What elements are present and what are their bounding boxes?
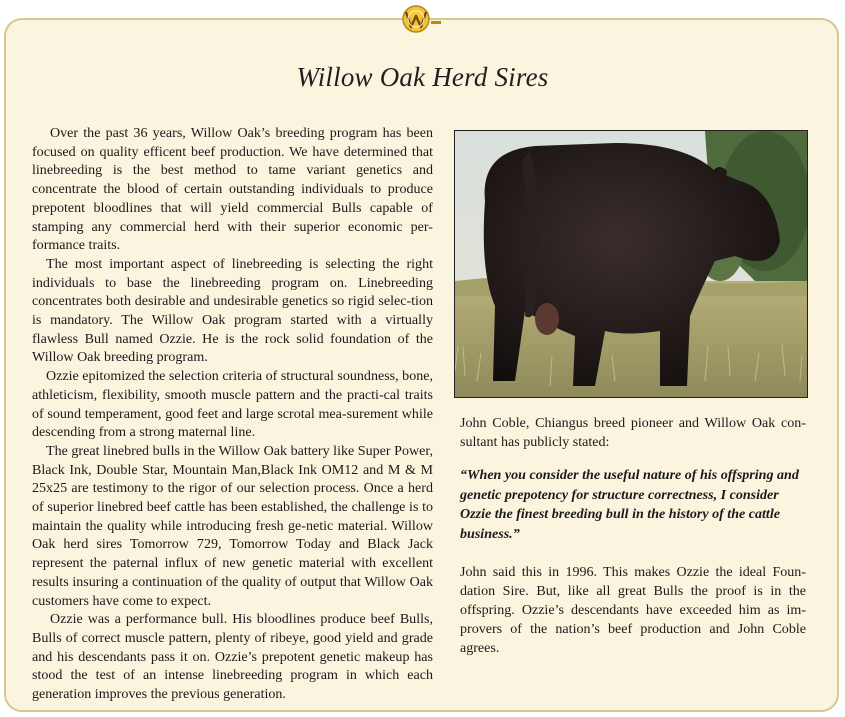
paragraph: The great linebred bulls in the Willow Oak battery like Super Power, Black Ink, Double Star, Mountain Man,Black Ink OM12 and M & M 25x25 are testimony to the rigor of our selection process. Once a herd of superior linebred beef cattle has been established, the challenge is to maintain the quality while introducing fresh ge-netic material. Willow Oak herd sires Tomorrow 729, Tomorrow Today and Black Jack represent the paternal influx of new genetic material with excellent results insuring a continuation of the quality of output that Willow Oak customers have come to expect. xyxy=(32,442,433,609)
page-title: Willow Oak Herd Sires xyxy=(296,62,549,92)
paragraph: Ozzie epitomized the selection criteria of structural soundness, bone, athleticism, flexibility, smooth muscle pattern and the practi-cal traits of sound temperament, good feet and large scrotal mea-surement while descending from a strong maternal line. xyxy=(32,368,433,441)
willow-oak-logo xyxy=(398,3,448,35)
bull-photo xyxy=(454,130,808,398)
body-text-left xyxy=(32,124,433,704)
paragraph: Over the past 36 years, Willow Oak’s breeding program has been focused on quality efficent beef production. We have determined that linebreeding is the best method to tame variant genetics and concentrate the blood of certain outstanding individuals to produce prepotent bloodlines that will yield commercial Bulls capable of stamping any commercial herd with their superior economic per-formance traits. xyxy=(32,125,433,254)
body-text-right xyxy=(460,414,806,658)
pull-quote: “When you consider the useful nature of his offspring and genetic prepotency for structure correctness, I consider Ozzie the finest breeding bull in the history of the cattle business.” xyxy=(460,467,799,542)
paragraph: John said this in 1996. This makes Ozzie the ideal Foun-dation Sire. But, like all great Bulls the proof is in the offspring. Ozzie’s descendants have exceeded him as im-provers of the nation’s beef production and John Coble agrees. xyxy=(460,564,806,657)
paragraph: Ozzie was a performance bull. His bloodlines produce beef Bulls, Bulls of correct muscle pattern, plenty of ribeye, good yield and grade and his descendants pass it on. Ozzie’s prepotent genetic makeup has stood the test of an intense linebreeding program in which each generation improves the previous generation. xyxy=(32,611,433,703)
paragraph: The most important aspect of linebreeding is selecting the right individuals to base the linebreeding program on. Linebreeding concentrates both desirable and undesirable genetics so rigid selec-tion is mandatory. The Willow Oak program started with a virtually flawless Bull named Ozzie. He is the rock solid foundation of the Willow Oak breeding program. xyxy=(32,255,433,366)
quote-intro: John Coble, Chiangus breed pioneer and Willow Oak con-sultant has publicly stated: xyxy=(460,415,806,450)
